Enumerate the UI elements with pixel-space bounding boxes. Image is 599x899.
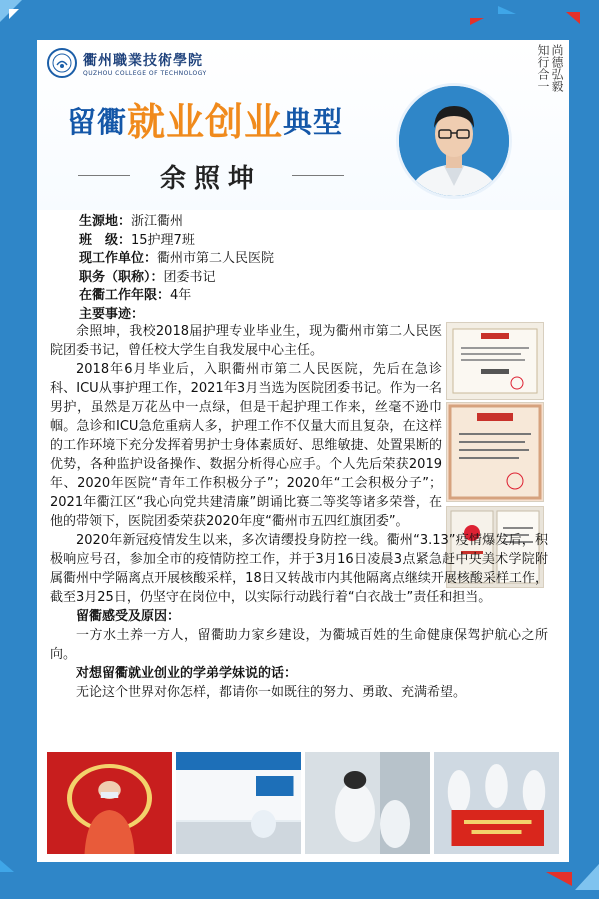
info-label: 班 级： xyxy=(79,232,132,248)
portrait-photo xyxy=(396,83,512,199)
title-part: 留衢 xyxy=(67,105,128,139)
photo-volunteer xyxy=(47,752,172,854)
photo-inspection-desk xyxy=(176,752,301,854)
decor-triangle xyxy=(575,864,599,890)
info-label: 主要事迹： xyxy=(79,306,145,322)
title-part: 典型 xyxy=(283,105,344,139)
photo-team-banner xyxy=(434,752,559,854)
info-value: 15护理7班 xyxy=(131,232,195,248)
decor-triangle xyxy=(498,6,516,14)
info-value: 4年 xyxy=(170,288,192,303)
info-row-origin xyxy=(79,213,519,232)
decor-triangle xyxy=(566,12,580,24)
info-value: 团委书记 xyxy=(163,269,216,285)
photo-sampling xyxy=(305,752,430,854)
decor-triangle xyxy=(546,872,572,886)
info-row-employer xyxy=(79,250,519,269)
title-highlight: 就业创业 xyxy=(127,99,284,144)
motto-line: 知行合一 xyxy=(536,44,550,92)
paragraph: 2018年6月毕业后，入职衢州市第二人民医院，先后在急诊科、ICU从事护理工作，2021年3月当选为医院团委书记。作为一名男护，虽然是万花丛中一点绿，但是干起护理工作来，丝毫不逊巾帼。急诊和ICU急危重病人多，护理工作不仅量大而且复杂，在这样的工作环境下充分发挥着男护士身体素质好、思维敏捷、处置果断的优势，各种监护设备操作、数据分析得心应手。个人先后荣获2019年、2020年医院“青年工作积极分子”；2020年“工会积极分子”；2021年衢江区“我心向党共建清廉”朗诵比赛二等奖等诸多荣誉，在他的带领下，医院团委荣获2020年度“衢州市五四红旗团委”。 xyxy=(50,362,442,529)
info-label: 现工作单位： xyxy=(79,251,158,266)
photo-strip xyxy=(47,752,559,854)
divider xyxy=(78,175,130,176)
school-header xyxy=(47,48,207,78)
info-label: 生源地： xyxy=(79,214,132,229)
decor-triangle xyxy=(470,18,484,25)
info-row-years xyxy=(79,287,519,306)
section-heading: 留衢感受及原因： xyxy=(76,609,181,624)
person-name-banner xyxy=(136,155,286,197)
decor-triangle xyxy=(9,9,19,19)
motto-calligraphy xyxy=(537,44,563,92)
school-name: 衢州職業技術學院 xyxy=(83,52,203,69)
section-heading: 对想留衢就业创业的学弟学妹说的话： xyxy=(76,666,298,681)
school-name-english: QUZHOU COLLEGE OF TECHNOLOGY xyxy=(83,69,207,77)
paragraph: 余照坤，我校2018届护理专业毕业生，现为衢州市第二人民医院团委书记，曾任校大学生自我发展中心主任。 xyxy=(50,324,442,358)
motto-line: 尚德弘毅 xyxy=(550,44,564,92)
profile-info xyxy=(79,213,519,324)
person-name: 余照坤 xyxy=(159,163,262,194)
poster-paper xyxy=(37,40,569,862)
info-value: 浙江衢州 xyxy=(131,214,184,229)
poster-title xyxy=(67,99,344,144)
info-row-position xyxy=(79,269,519,288)
info-row-class xyxy=(79,232,519,251)
info-label: 在衢工作年限： xyxy=(79,288,171,303)
school-logo-icon xyxy=(47,48,77,78)
info-value: 衢州市第二人民医院 xyxy=(157,251,275,266)
paragraph: 无论这个世界对你怎样，都请你一如既往的努力、勇敢、充满希望。 xyxy=(76,685,467,700)
main-deeds-text xyxy=(50,322,548,702)
paragraph: 一方水土养一方人，留衢助力家乡建设，为衢城百姓的生命健康保驾护航心之所向。 xyxy=(50,628,548,662)
decor-triangle xyxy=(0,860,14,872)
paragraph: 2020年新冠疫情发生以来，多次请缨投身防控一线。衢州“3.13”疫情爆发后，积极响应号召，参加全市的疫情防控工作，并于3月16日凌晨3点紧急赶中央美术学院附属衢州中学隔离点开展核酸采样，18日又转战市内其他隔离点继续开展核酸采样工作，截至3月25日，仍坚守在岗位中，以实际行动践行着“白衣战士”责任和担当。 xyxy=(50,533,548,605)
divider xyxy=(292,175,344,176)
info-label: 职务（职称）： xyxy=(79,269,164,285)
